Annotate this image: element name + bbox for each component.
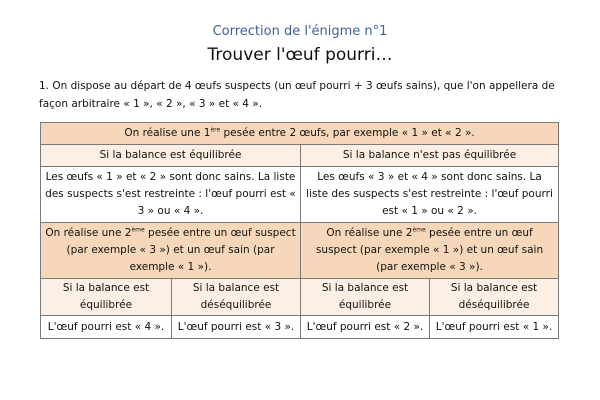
condition-unbalanced-1: Si la balance est déséquilibrée xyxy=(172,279,301,316)
document-subtitle: Correction de l'énigme n°1 xyxy=(212,24,388,39)
second-weighing-left: On réalise une 2ème pesée entre un œuf suspect (par exemple « 3 ») et un œuf sain (par exemple « 1 »). xyxy=(41,223,301,279)
condition-balanced-1: Si la balance est équilibrée xyxy=(41,279,172,316)
condition-unbalanced: Si la balance n'est pas équilibrée xyxy=(301,145,559,167)
result-cell: L'œuf pourri est « 4 ». xyxy=(41,316,172,339)
second-weighing-right: On réalise une 2ème pesée entre un œuf suspect (par exemple « 1 ») et un œuf sain (par exemple « 3 »). xyxy=(301,223,559,279)
condition-balanced: Si la balance est équilibrée xyxy=(41,145,301,167)
balanced-description: Les œufs « 1 » et « 2 » sont donc sains. La liste des suspects s'est restreinte : l'œuf pourri est « 3 » ou « 4 ». xyxy=(41,167,301,223)
condition-balanced-2: Si la balance est équilibrée xyxy=(301,279,430,316)
first-weighing-cell: On réalise une 1ère pesée entre 2 œufs, par exemple « 1 » et « 2 ». xyxy=(41,123,559,145)
intro-paragraph: 1. On dispose au départ de 4 œufs suspects (un œuf pourri + 3 œufs sains), que l'on appellera de façon arbitraire « 1 », « 2 », « 3 » et « 4 ». xyxy=(39,80,555,110)
unbalanced-description: Les œufs « 3 » et « 4 » sont donc sains. La liste des suspects s'est restreinte : l'œuf pourri est « 1 » ou « 2 ». xyxy=(301,167,559,223)
condition-unbalanced-2: Si la balance est déséquilibrée xyxy=(430,279,559,316)
document-title: Trouver l'œuf pourri… xyxy=(207,45,393,65)
decision-table xyxy=(40,122,559,339)
result-cell: L'œuf pourri est « 3 ». xyxy=(172,316,301,339)
result-cell: L'œuf pourri est « 2 ». xyxy=(301,316,430,339)
result-cell: L'œuf pourri est « 1 ». xyxy=(430,316,559,339)
